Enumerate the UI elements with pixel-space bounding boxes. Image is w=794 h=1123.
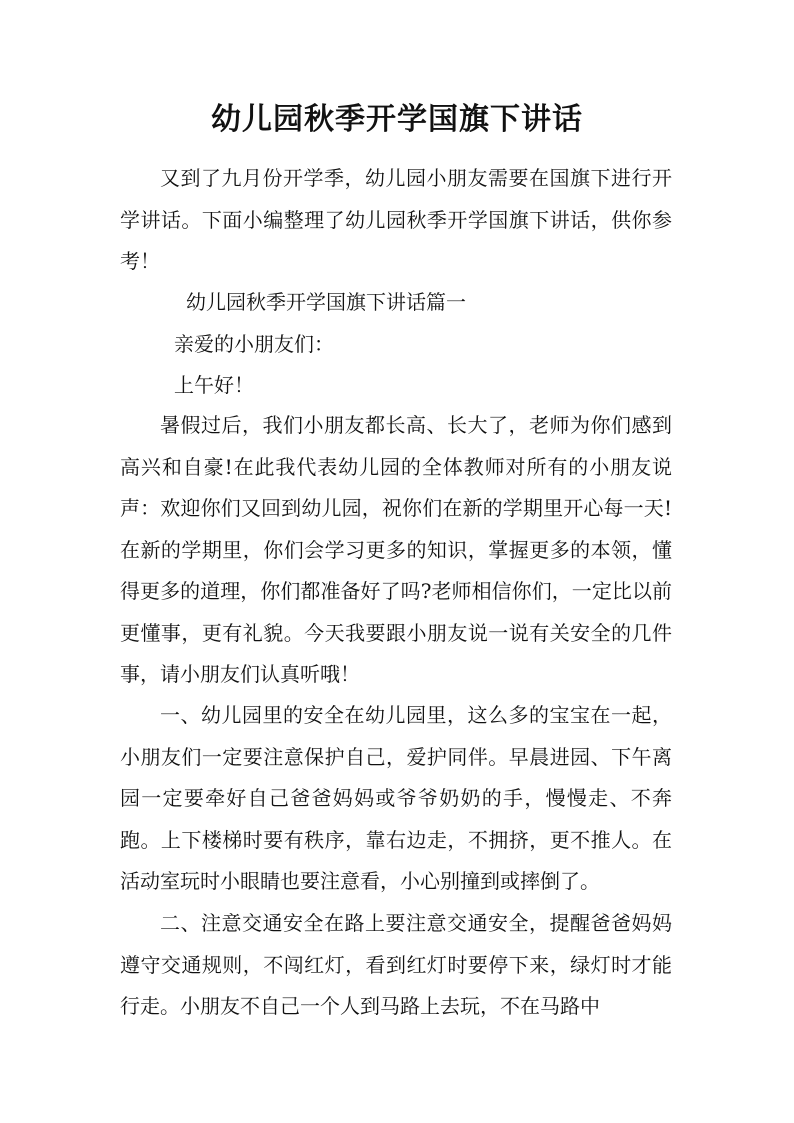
document-title: 幼儿园秋季开学国旗下讲话 (211, 102, 583, 137)
body-paragraph: 一、幼儿园里的安全在幼儿园里，这么多的宝宝在一起，小朋友们一定要注意保护自己，爱护同伴。早晨进园、下午离园一定要牵好自己爸爸妈妈或爷爷奶奶的手，慢慢走、不奔跑。上下楼梯时要有秩序，靠右边走，不拥挤，更不推人。在活动室玩时小眼睛也要注意看，小心别撞到或摔倒了。 (120, 703, 672, 893)
section-heading: 幼儿园秋季开学国旗下讲话篇一 (186, 290, 466, 314)
body-paragraph: 二、注意交通安全在路上要注意交通安全，提醒爸爸妈妈遵守交通规则，不闯红灯，看到红灯时要停下来，绿灯时才能行走。小朋友不自己一个人到马路上去玩，不在马路中 (120, 911, 672, 1018)
intro-paragraph: 又到了九月份开学季，幼儿园小朋友需要在国旗下进行开学讲话。下面小编整理了幼儿园秋季开学国旗下讲话，供你参考！ (120, 166, 672, 273)
greeting: 亲爱的小朋友们： (174, 332, 334, 356)
salutation: 上午好！ (174, 373, 254, 397)
body-paragraph: 暑假过后，我们小朋友都长高、长大了，老师为你们感到高兴和自豪!在此我代表幼儿园的全体教师对所有的小朋友说声：欢迎你们又回到幼儿园，祝你们在新的学期里开心每一天!在新的学期里，你们会学习更多的知识，掌握更多的本领，懂得更多的道理，你们都准备好了吗?老师相信你们，一定比以前更懂事，更有礼貌。今天我要跟小朋友说一说有关安全的几件事，请小朋友们认真听哦！ (120, 413, 672, 686)
